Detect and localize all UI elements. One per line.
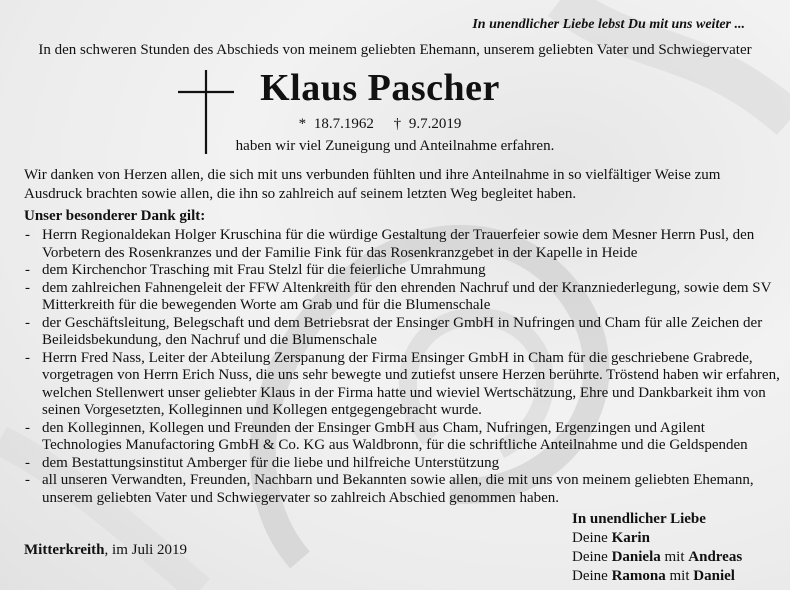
motto: In unendlicher Liebe lebst Du mit uns weiter ... xyxy=(472,17,745,32)
signature-prefix: Deine xyxy=(572,568,608,584)
list-item: - all unseren Verwandten, Freunden, Nachbarn und Bekannten sowie allen, die mit uns von meinem geliebten Ehemann, unserem geliebten Vater und Schwiegervater so zahlreich Abschied genommen haben. xyxy=(22,472,782,507)
death-date: † 9.7.2019 xyxy=(393,116,462,132)
list-item: - dem Kirchenchor Trasching mit Frau Stelzl für die feierliche Umrahmung xyxy=(22,262,782,280)
signature-block xyxy=(572,510,742,586)
intro-text: In den schweren Stunden des Abschieds von meinem geliebten Ehemann, unserem geliebten Vater und Schwiegervater xyxy=(38,42,752,58)
thanks-paragraph: Wir danken von Herzen allen, die sich mit uns verbunden fühlten und ihre Anteilnahme in so vielfältiger Weise zum Ausdruck brachten sowie allen, die ihn so zahlreich auf seinem letzten Weg begleitet haben. xyxy=(24,167,721,202)
life-dates xyxy=(0,116,760,133)
signature-line xyxy=(572,548,742,567)
place-date-text: , im Juli 2019 xyxy=(104,542,188,558)
list-item: - Herrn Fred Nass, Leiter der Abteilung Zerspanung der Firma Ensinger GmbH in Cham für die geschriebene Grabrede, vorgetragen von Herrn Erich Nuss, die uns sehr bewegte und zutiefst unsere Herzen berührte. Tröstend haben wir erfahren, welchen Stellenwert unser geliebter Klaus in der Firma hatte und wieviel Wertschätzung, Ehre und Dankbarkeit ihm von seinen Vorgesetzten, Kolleginnen und Kollegen entgegengebracht wurde. xyxy=(22,350,782,420)
signature-name: Andreas xyxy=(688,549,743,565)
signature-name: Ramona xyxy=(611,568,666,584)
signature-name: Karin xyxy=(611,530,650,546)
signature-prefix: Deine xyxy=(572,549,608,565)
place-date xyxy=(24,542,187,559)
signature-heading: In unendlicher Liebe xyxy=(572,511,706,527)
list-item: - den Kolleginnen, Kollegen und Freunden der Ensinger GmbH aus Cham, Nufringen, Ergenzingen und Agilent Technologies Manufactoring GmbH & Co. KG aus Waldbronn, für die schriftliche Anteilnahme und die Geldspenden xyxy=(22,420,782,455)
signature-prefix: Deine xyxy=(572,530,608,546)
list-item: - dem zahlreichen Fahnengeleit der FFW Altenkreith für den ehrenden Nachruf und der Kranzniederlegung, sowie dem SV Mitterkreith für die bewegenden Worte am Grab und für die Blumenschale xyxy=(22,280,782,315)
list-item: - dem Bestattungsinstitut Amberger für die liebe und hilfreiche Unterstützung xyxy=(22,455,782,473)
list-item: - Herrn Regionaldekan Holger Kruschina für die würdige Gestaltung der Trauerfeier sowie dem Mesner Herrn Pusl, den Vorbetern des Rosenkranzes und der Familie Fink für das Rosenkranzgebet in der Kapelle in Heide xyxy=(22,227,782,262)
signature-name: Daniel xyxy=(693,568,735,584)
special-thanks-heading: Unser besonderer Dank gilt: xyxy=(24,208,206,224)
list-item: - der Geschäftsleitung, Belegschaft und dem Betriebsrat der Ensinger GmbH in Nufringen und Cham für alle Zeichen der Beileidsbekundung, den Nachruf und die Blumenschale xyxy=(22,315,782,350)
signature-line xyxy=(572,567,742,586)
signature-connector: mit xyxy=(669,568,690,584)
signature-line xyxy=(572,529,742,548)
sympathy-text: haben wir viel Zuneigung und Anteilnahme erfahren. xyxy=(235,138,555,154)
deceased-name: Klaus Pascher xyxy=(260,67,500,109)
signature-connector: mit xyxy=(664,549,685,565)
signature-name: Daniela xyxy=(611,549,661,565)
place-name: Mitterkreith xyxy=(24,542,105,558)
birth-date: * 18.7.1962 xyxy=(298,116,374,132)
thanks-list xyxy=(22,227,782,507)
